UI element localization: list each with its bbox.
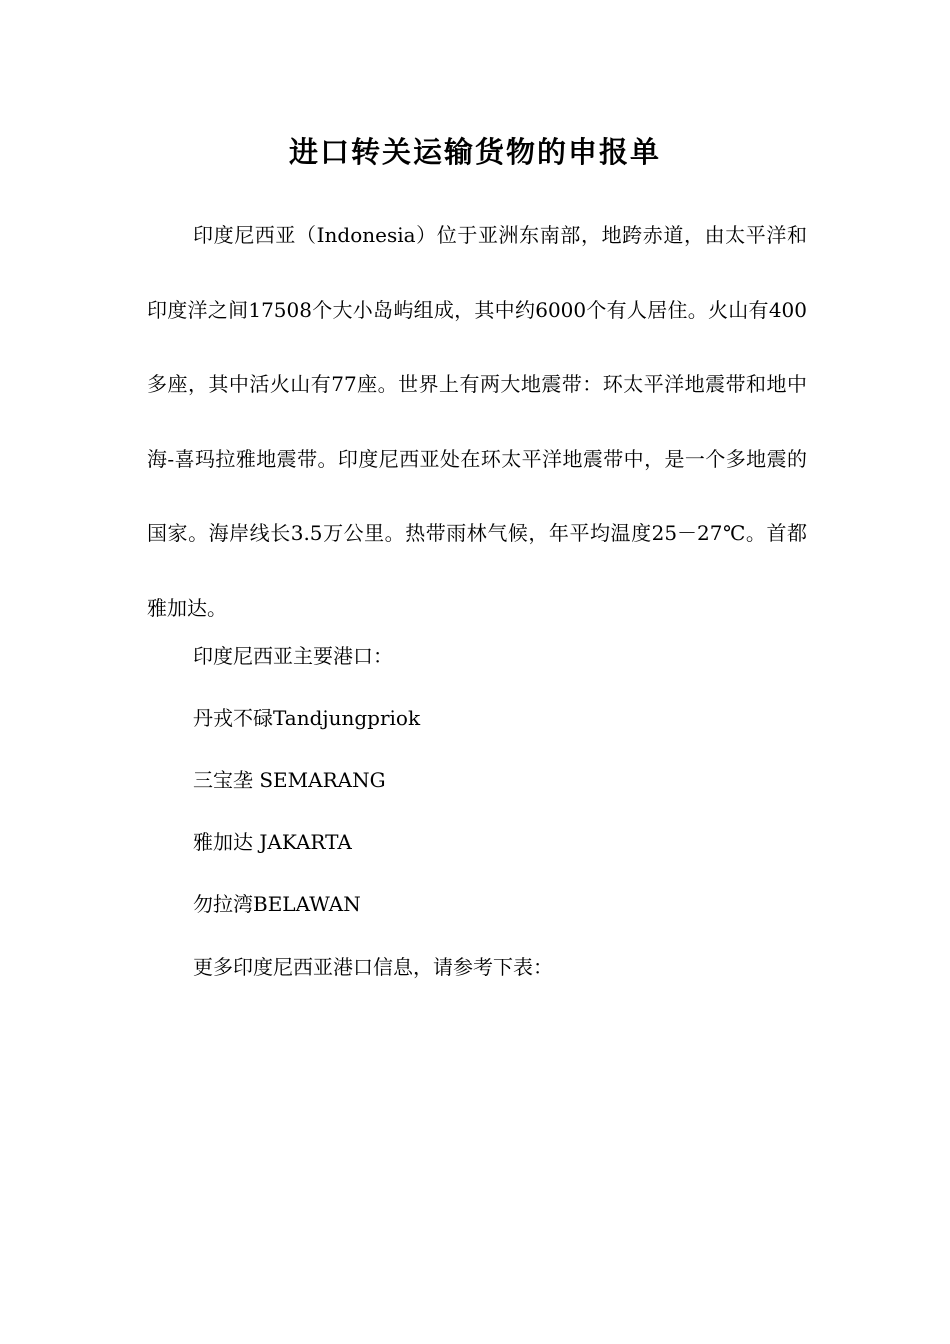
closing-line: 更多印度尼西亚港口信息，请参考下表： <box>193 955 553 979</box>
ports-heading: 印度尼西亚主要港口： <box>193 644 393 668</box>
document-title: 进口转关运输货物的申报单 <box>288 135 661 169</box>
port-item: 三宝垄 SEMARANG <box>193 768 386 792</box>
port-item: 雅加达 JAKARTA <box>193 830 352 854</box>
port-item: 丹戎不碌Tandjungpriok <box>193 706 421 730</box>
intro-paragraph: 印度尼西亚（Indonesia）位于亚洲东南部，地跨赤道，由太平洋和印度洋之间17508个大小岛屿组成，其中约6000个有人居住。火山有400多座，其中活火山有77座。世界上有两大地震带：环太平洋地震带和地中海-喜玛拉雅地震带。印度尼西亚处在环太平洋地震带中，是一个多地震的国家。海岸线长3.5万公里。热带雨林气候，年平均温度25－27℃。首都雅加达。 <box>147 223 807 620</box>
port-item: 勿拉湾BELAWAN <box>193 892 361 916</box>
